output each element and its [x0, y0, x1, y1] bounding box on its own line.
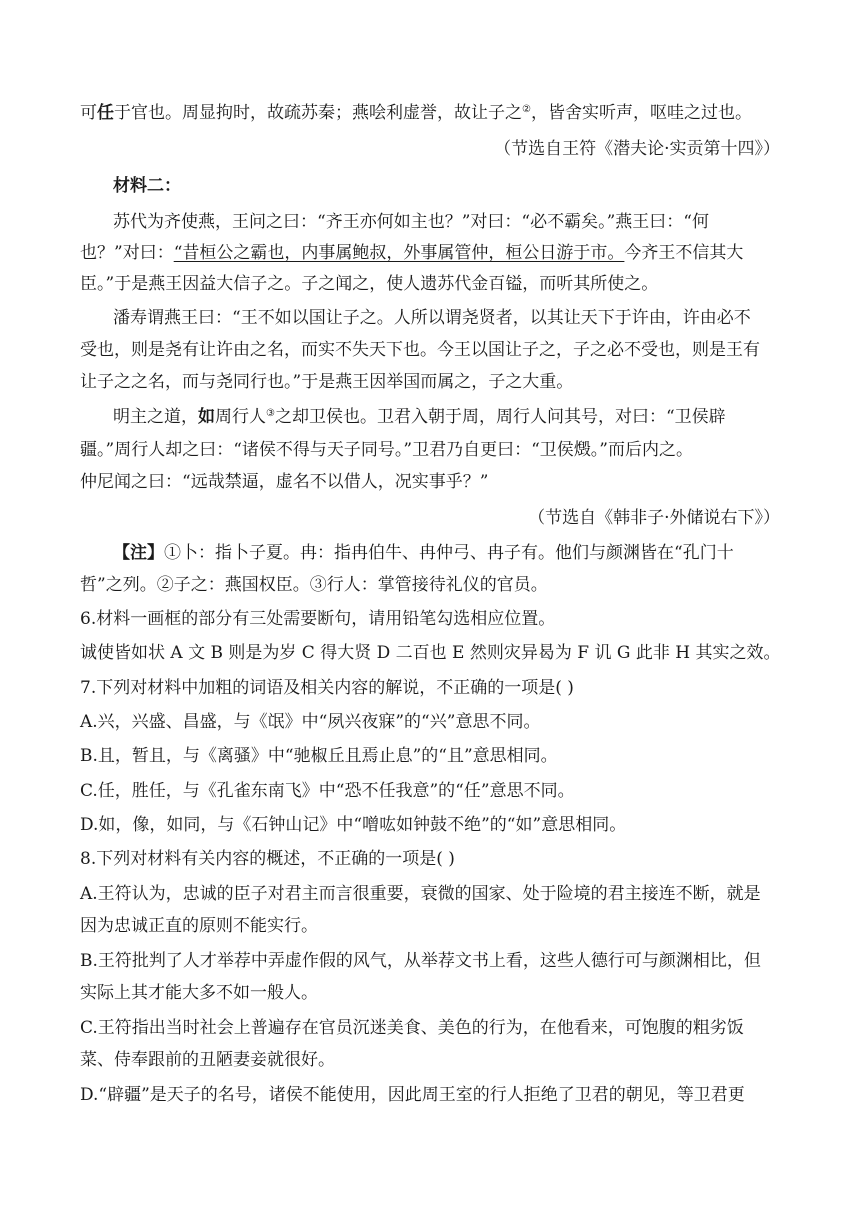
text-line: 疆。”周行人却之曰：“诸侯不得与天子同号。”卫君乃自更曰：“卫侯燬。”而后内之。: [80, 440, 693, 460]
annotation-note: 哲”之列。②子之：燕国权臣。③行人：掌管接待礼仪的官员。: [80, 575, 548, 595]
option-b: B.王符批判了人才举荐中弄虚作假的风气，从举荐文书上看，这些人德行可与颜渊相比，但: [80, 951, 761, 971]
option-a: A.王符认为，忠诚的臣子对君主而言很重要，衰微的国家、处于险境的君主接连不断，就是: [80, 884, 761, 904]
text-line: 让子之之名，而与尧同行也。”于是燕王因举国而属之，子之大重。: [80, 372, 574, 392]
text-line: 也？”对曰：“昔桓公之霸也，内事属鲍叔，外事属管仲，桓公日游于市。今齐王不信其大: [80, 243, 744, 263]
text-line: 臣。”于是燕王因益大信子之。子之闻之，使人遗苏代金百镒，而听其所使之。: [80, 274, 659, 294]
option-c-continued: 菜、侍奉跟前的丑陋妻妾就很好。: [80, 1050, 335, 1070]
option-a: A.兴，兴盛、昌盛，与《氓》中“夙兴夜寐”的“兴”意思不同。: [80, 712, 541, 732]
text-line: 明主之道，如周行人③之却卫侯也。卫君入朝于周，周行人问其号，对曰：“卫侯辟: [113, 407, 726, 427]
option-d: D.“辟疆”是天子的名号，诸侯不能使用，因此周王室的行人拒绝了卫君的朝见，等卫君更: [80, 1085, 745, 1105]
option-b: B.且，暂且，与《离骚》中“驰椒丘且焉止息”的“且”意思相同。: [80, 746, 558, 766]
text-line: 苏代为齐使燕，王问之曰：“齐王亦何如主也？”对曰：“必不霸矣。”燕王曰：“何: [113, 212, 709, 232]
source-citation: （节选自王符《潜夫论·实贡第十四》）: [494, 139, 780, 159]
question-8: 8.下列对材料有关内容的概述，不正确的一项是( ): [80, 849, 455, 869]
option-c: C.任，胜任，与《孔雀东南飞》中“恐不任我意”的“任”意思不同。: [80, 781, 575, 801]
option-c: C.王符指出当时社会上普遍存在官员沉迷美食、美色的行为，在他看来，可饱腹的粗劣饭: [80, 1018, 744, 1038]
option-d: D.如，像，如同，与《石钟山记》中“噌吰如钟鼓不绝”的“如”意思相同。: [80, 815, 627, 835]
source-citation: （节选自《韩非子·外储说右下》）: [528, 508, 780, 528]
option-b-continued: 实际上其才能大多不如一般人。: [80, 983, 318, 1003]
text-line: 受也，则是尧有让许由之名，而实不失天下也。今王以国让子之，子之必不受也，则是王有: [80, 340, 760, 360]
question-7: 7.下列对材料中加粗的词语及相关内容的解说，不正确的一项是( ): [80, 678, 574, 698]
option-a-continued: 因为忠诚正直的原则不能实行。: [80, 916, 318, 936]
annotation-note: 【注】①卜：指卜子夏。冉：指冉伯牛、冉仲弓、冉子有。他们与颜渊皆在“孔门十: [113, 543, 734, 563]
underlined-passage: “昔桓公之霸也，内事属鲍叔，外事属管仲，桓公日游于市。: [173, 243, 625, 263]
text-line: 仲尼闻之曰：“远哉禁逼，虚名不以借人，况实事乎？”: [80, 472, 489, 492]
text-line: 潘寿谓燕王曰：“王不如以国让子之。人所以谓尧贤者，以其让天下于许由，许由必不: [113, 308, 751, 328]
text-line: 可任于官也。周显拘时，故疏苏秦；燕哙利虚誉，故让子之②，皆舍实听声，呕哇之过也。: [80, 103, 752, 123]
sentence-break-options: 诚使皆如状 A 文 B 则是为岁 C 得大贤 D 二百也 E 然则灾异曷为 F 讥 G 此非 H 其实之效。: [80, 643, 781, 663]
section-heading: 材料二：: [113, 176, 181, 196]
question-6: 6.材料一画框的部分有三处需要断句，请用铅笔勾选相应位置。: [80, 609, 556, 629]
